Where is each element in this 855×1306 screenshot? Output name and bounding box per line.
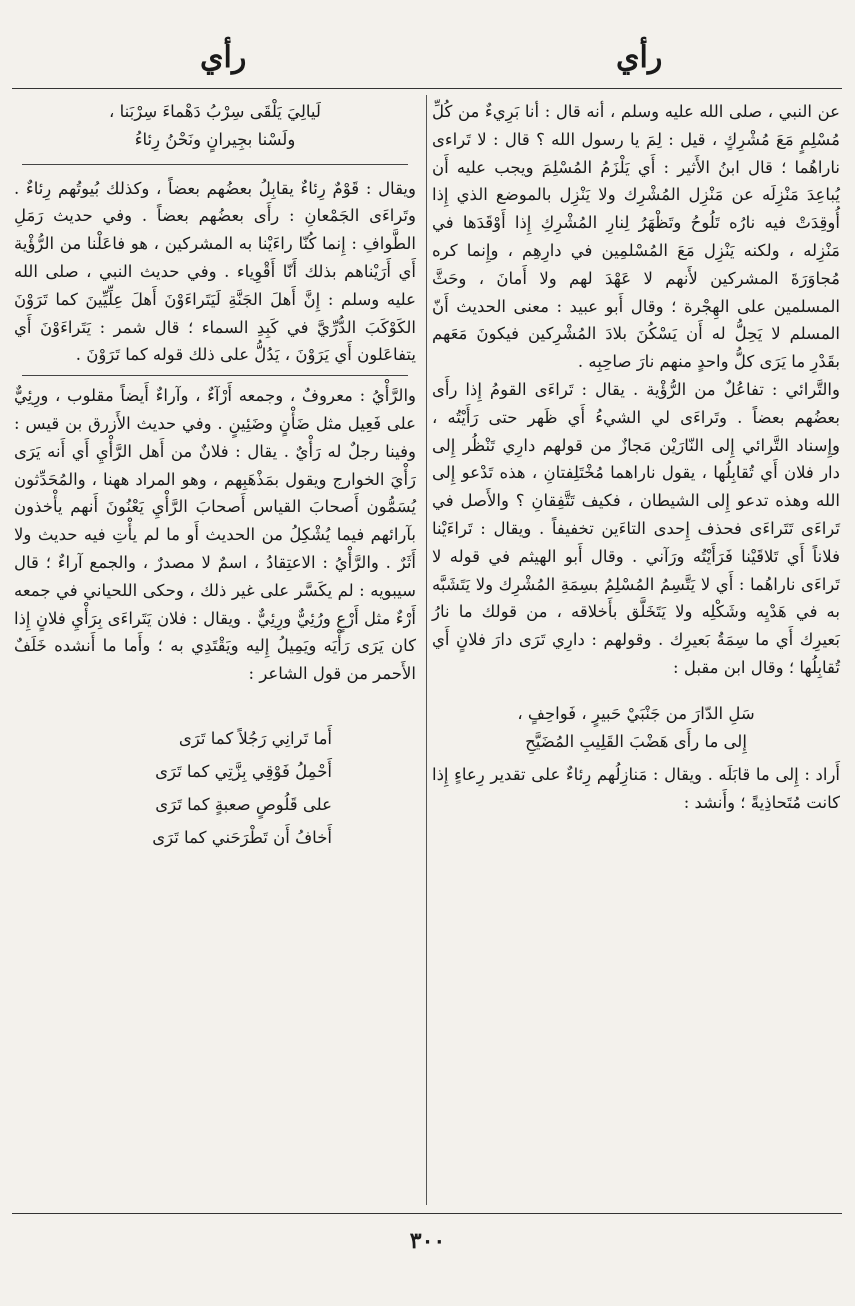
verse-line: إِلى ما رأَى هَضْبَ القَلِيبِ المُضَيَّحِ	[525, 731, 747, 751]
paragraph: والتَّرائي : تفاعُلٌ من الرُّؤْية . يقال : تَراءَى القومُ إِذا رأَى بعضُهم بعضاً . وتَراءَى لي الشيءُ أَي ظَهر حتى رَأَيْتُه ، وإِسناد التَّرائي إِلى النّارَيْن مَجازٌ من قولهم دارِي تَنْظُر إِلى دار فلان أَي تُقابِلُها ، يقول ناراهما مُخْتَلِفتانِ ، هذه تَدْعو إِلى الله وهذه تدعو إِلى الشيطان ، فكيف تَتَّفِقانِ ؟ والأَصل في تَراءَى تَتَراءَى فحذف إِحدى التاءَين تخفيفاً . ويقال : تَراءَيْنا فلاناً أَي تَلاقَيْنا فَرَأَيْتُه ورَآني . وقال أَبو الهيثم في قوله لا تَراءَى ناراهُما : أَي لا يَتَّسِمُ المُسْلِمُ بسِمَةِ المُشْرِك ولا يَتَشَبَّه به في هَدْيِه وشَكْلِه ولا يَتَخَلَّق بأَخلاقه ، من قولك ما نارُ بَعيرِك أَي ما سِمَةُ بَعيرِك . وقولهم : دارِي تَرَى دارَ فلانٍ أَي تُقابِلُها ؛ وقال ابن مقبل :	[432, 379, 840, 677]
paragraph: عن النبي ، صلى الله عليه وسلم ، أنه قال : أنا بَرِيءٌ من كُلِّ مُسْلِمٍ مَعَ مُشْرِكٍ ، قيل : لِمَ يا رسول الله ؟ قال : لا تَراءى ناراهُما ؛ قال ابنُ الأَثير : أَي يَلْزَمُ المُسْلِمَ ويجب عليه أَن يُباعِدَ مَنْزِلَه عن مَنْزِل المُشْرِك ولا يَنْزِل بالموضع الذي إِذا أُوقِدَتْ فيه نارُه تَلُوحُ وتَظْهَرُ لِنارِ المُشْرِكِ إِذا أَوْقَدَها في مَنْزِله ، ولكنه يَنْزِل مَعَ المُسْلمِين في دارِهِم ، وإِنما كره مُجاوَرَةَ المشركين لأَنهم لا عَهْدَ لهم ولا أَمانَ ، وحَثَّ المسلمين على الهِجْرة ؛ وقال أَبو عبيد : معنى الحديث أَنّ المسلم لا يَحِلُّ له أَن يَسْكُنَ بلادَ المُشْرِكين فيكونَ مَعَهم بقَدْرِ ما يَرَى كلُّ واحدٍ منهم نارَ صاحِبِه .	[432, 102, 840, 372]
verse	[14, 98, 416, 154]
verse-line: لَيالِيَ يَلْقَى سِرْبُ دَهْماءَ سِرْبَنا ،	[109, 102, 321, 121]
verse-line: ولَسْنا بجِيرانٍ ونَحْنُ رِئاءُ	[134, 129, 296, 149]
poem	[14, 722, 416, 854]
right-column	[432, 98, 840, 817]
poem-line: أَما تَرانِي رَجُلاً كما تَرَى	[178, 729, 332, 749]
section-rule	[22, 164, 408, 165]
left-column	[14, 98, 416, 871]
paragraph: أَراد : إِلى ما قابَلَه . ويقال : مَنازِلُهم رِئاءٌ على تقدير رِعاءٍ إِذا كانت مُتَحاذِيةً ؛ وأَنشد :	[432, 765, 840, 813]
top-rule	[12, 88, 842, 89]
column-divider	[426, 95, 427, 1205]
poem-line: أَخافُ أَن تَطْرَحَني كما تَرَى	[152, 828, 332, 848]
section-rule	[22, 375, 408, 376]
bottom-rule	[12, 1213, 842, 1214]
header-word-left: رأي	[200, 40, 247, 75]
spacer	[432, 682, 840, 700]
header-word-right: رأي	[616, 40, 663, 75]
verse	[432, 700, 840, 756]
paragraph: والرَّأْيُ : معروفٌ ، وجمعه أَرْآءٌ ، وآراءٌ أَيضاً مقلوب ، ورِئِيٌّ على فَعِيل مثل ضَأْنٍ وضَئِينٍ . وفي حديث الأَزرق بن قيس : وفينا رجلٌ له رَأْيٌ . يقال : فلانٌ من أَهل الرَّأْيِ أَي أَنه يَرَى رَأْيَ الخوارج ويقول بمَذْهَبِهم ، وهو المراد ههنا ، والمُحَدِّثون يُسَمُّون أَصحابَ القياس أَصحابَ الرَّأْيِ يَعْنُونَ أَنهم يأْخذون بآرائهم فيما يُشْكِلُ من الحديث أَو ما لم يأْتِ فيه حديث ولا أَثَرٌ . والرَّأْيُ : الاعتِقادُ ، اسمٌ لا مصدرٌ ، والجمع آراءٌ ؛ قال سيبويه : لم يكَسَّر على غير ذلك ، وحكى اللحياني في جمعه أَرْءٌ مثل أَرْعٍ ورُئِيٌّ ورِئِيٌّ . ويقال : فلان يَتَراءَى بِرَأْيِ فلانٍ إِذا كان يَرَى رَأْيَه ويَمِيلُ إِليه ويَقْتَدِي به ؛ وأَما ما أَنشده خَلَفٌ الأَحمر من قول الشاعر :	[14, 386, 416, 684]
verse-line: سَلِ الدّارَ من جَنْبَيْ حَبيرٍ ، فَواحِفٍ ،	[517, 703, 755, 723]
spacer	[14, 688, 416, 706]
poem-line: على قَلُوصٍ صعبةٍ كما تَرَى	[155, 795, 332, 815]
paragraph: ويقال : قَوْمٌ رِئاءٌ يقابِلُ بعضُهم بعضاً ، وكذلك بُيوتُهم رِئاءٌ . وتَراءَى الجَمْعانِ : رأَى بعضُهم بعضاً . وفي حديث رَمَلِ الطَّوافِ : إِنما كُنّا راءَيْنا به المشركين ، هو فاعَلْنا من الرُّؤْية أَي أَرَيْناهم بذلك أَنّا أَقْوِياء . وفي حديث النبي ، صلى الله عليه وسلم : إِنَّ أَهلَ الجَنَّةِ لَيَتَراءَوْنَ أَهلَ عِلِّيِّينَ كما تَرَوْنَ الكَوْكَبَ الدُّرِّيَّ في كَبِدِ السماء ؛ قال شمر : يَتَراءَوْنَ أَي يتفاعَلون أَي يَرَوْنَ ، يَدُلُّ على ذلك قوله كما تَرَوْنَ .	[14, 178, 416, 365]
page-number: ٣٠٠	[409, 1228, 446, 1254]
poem-line: أَحْمِلُ فَوْقِي بِزَّتِي كما تَرَى	[155, 762, 332, 782]
